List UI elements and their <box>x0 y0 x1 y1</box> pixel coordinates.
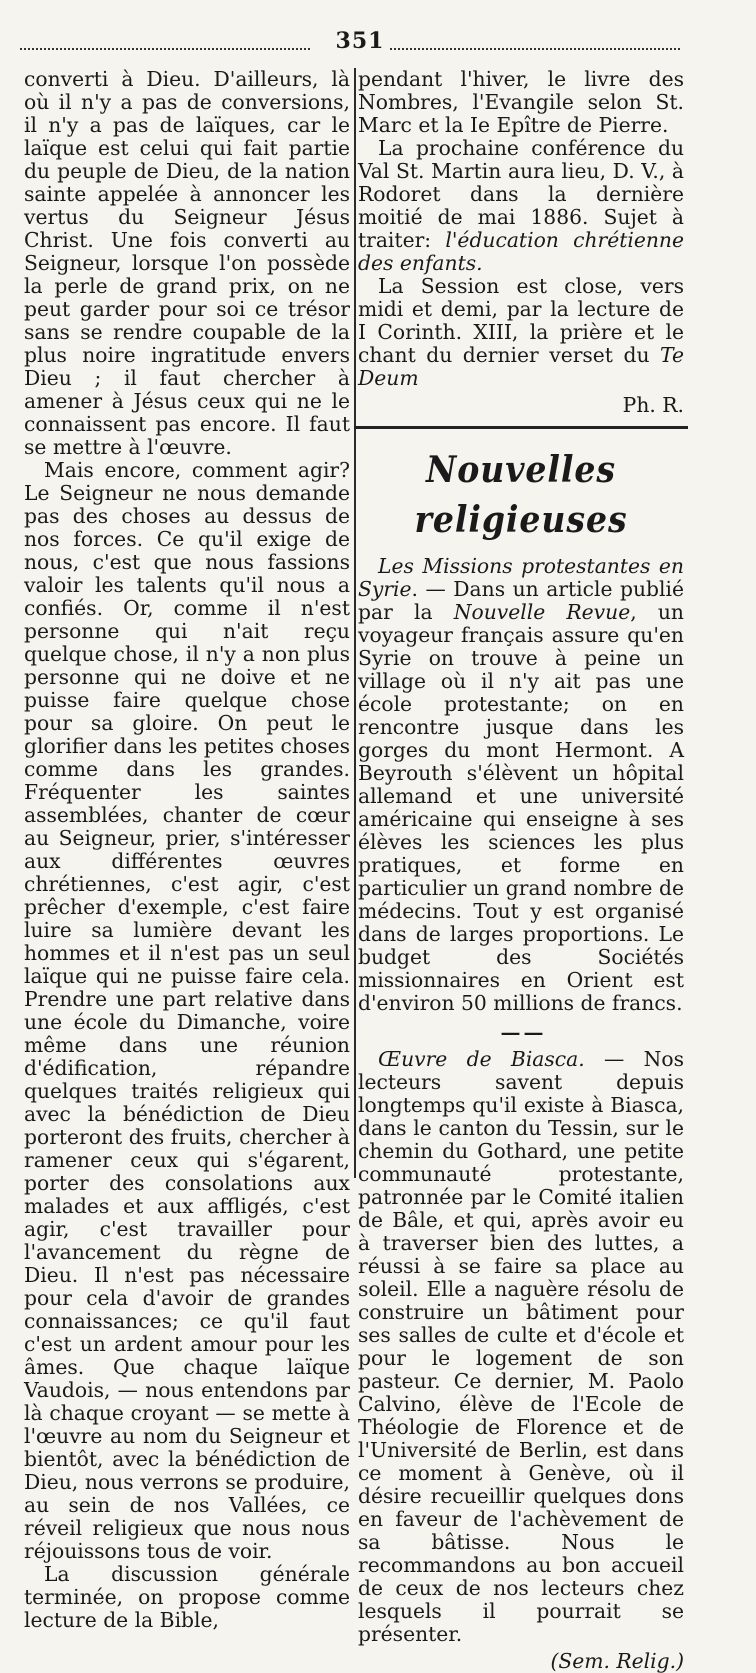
closing-text: La Session est close, vers midi et demi, par la lecture de I Corinth. XIII, la prière et le chant du dernier verset du <box>358 274 684 367</box>
article-missions-body: , un voyageur français assure qu'en Syrie on trouve à peine un village où il n'y ait pas une école protestante; on en rencontre jusque dans les gorges du mont Hermont. A Beyrouth s'élèvent un hôpital allemand et une université américaine qui enseigne à ses élèves les sciences les plus pratiques, et forme en particulier un grand nombre de médecins. Tout y est organisé dans de larges proportions. Le budget des Sociétés missionnaires en Orient est d'environ 50 millions de francs. <box>358 600 684 1015</box>
article-biasca-source: (Sem. Relig.) <box>550 1649 684 1673</box>
left-column <box>24 68 350 1632</box>
header-rule-right <box>390 48 680 50</box>
article-biasca <box>358 1048 684 1646</box>
article-missions-source: Nouvelle Revue <box>453 600 631 624</box>
left-paragraph-2: Mais encore, comment agir? Le Seigneur ne nous demande pas des choses au dessus de nos forces. Ce qu'il exige de nous, c'est que nous fassions valoir les talents qu'il nous a confiés. Or, comme il n'est personne qui n'ait reçu quelque chose, il n'y a non plus personne qui ne doive et ne puisse faire quelque chose pour sa gloire. On peut le glorifier dans les petites choses comme dans les grandes. Fréquenter les saintes assemblées, chanter de cœur au Seigneur, prier, s'intéresser aux différentes œuvres chrétiennes, c'est agir, c'est prêcher d'exemple, c'est faire luire sa lumière devant les hommes et il n'est pas un seul laïque qui ne puisse faire cela. Prendre une part relative dans une école du Dimanche, voire même dans une réunion d'édification, répandre quelques traités religieux qui avec la bénédiction de Dieu porteront des fruits, chercher à ramener ceux qui s'égarent, porter des consolations aux malades et aux affligés, c'est agir, c'est travailler pour l'avancement du règne de Dieu. Il n'est pas nécessaire pour cela d'avoir de grandes connaissances; ce qu'il faut c'est un ardent amour pour les âmes. Que chaque laïque Vaudois, — nous entendons par là chaque croyant — se mette à l'œuvre au nom du Seigneur et bientôt, avec la bénédiction de Dieu, nous verrons se produire, au sein de nos Vallées, ce réveil religieux que nous nous réjouissons tous de voir. <box>24 458 350 1563</box>
column-divider <box>354 68 356 1178</box>
article-missions-title: Les Missions protestantes en Syrie <box>358 554 684 601</box>
right-paragraph-1: pendant l'hiver, le livre des Nombres, l'Evangile selon St. Marc et la Ie Epître de Pierre. <box>358 67 684 137</box>
page-number: 351 <box>335 28 385 54</box>
article-missions <box>358 555 684 1015</box>
left-paragraph-3: La discussion générale terminée, on propose comme lecture de la Bible, <box>24 1562 350 1632</box>
article-biasca-body: — Nos lecteurs savent depuis longtemps qu'il existe à Biasca, dans le canton du Tessin, sur le chemin du Gothard, une petite communauté protestante, patronnée par le Comité italien de Bâle, et qui, après avoir eu à traverser bien des luttes, a réussi à se faire sa place au soleil. Elle a naguère résolu de construire un bâtiment pour ses salles de culte et d'école et pour le logement de son pasteur. Ce dernier, M. Paolo Calvino, élève de l'Ecole de Théologie de Florence et de l'Université de Berlin, est dans ce moment à Genève, où il désire recueillir quelques dons en faveur de l'achèvement de sa bâtisse. Nous le recommandons au bon accueil de ceux de nos lecteurs chez lesquels il pourrait se présenter. <box>358 1047 684 1646</box>
article-separator: — — <box>500 1020 542 1044</box>
conference-topic: l'éducation chrétienne des enfants. <box>358 228 684 275</box>
te-deum: Te Deum <box>358 343 684 390</box>
page-header <box>20 26 680 66</box>
signature-row <box>358 394 684 417</box>
article-missions-lead: . — Dans un article publié par la <box>358 577 684 624</box>
article-biasca-title: Œuvre de Biasca. <box>378 1047 585 1071</box>
header-rule-left <box>20 48 310 50</box>
section-title: Nouvelles religieuses <box>414 449 628 541</box>
source-row <box>358 1650 684 1673</box>
left-paragraph-1: converti à Dieu. D'ailleurs, là où il n'y a pas de conversions, il n'y a pas de laïques, car le laïque est celui qui fait partie du peuple de Dieu, de la nation sainte appelée à annoncer les vertus du Seigneur Jésus Christ. Une fois converti au Seigneur, lorsque l'on possède la perle de grand prix, on ne peut garder pour soi ce trésor sans se rendre coupable de la plus noire ingratitude envers Dieu ; il faut chercher à amener à Jésus ceux qui ne le connaissent pas encore. Il faut se mettre à l'œuvre. <box>24 67 350 459</box>
right-column <box>358 68 684 1673</box>
right-paragraph-2 <box>358 137 684 275</box>
conference-text: La prochaine conférence du Val St. Martin aura lieu, D. V., à Rodoret dans la dernière moitié de mai 1886. Sujet à traiter: <box>358 136 684 252</box>
right-paragraph-3 <box>358 275 684 390</box>
section-rule <box>354 426 688 429</box>
signature: Ph. R. <box>622 393 684 417</box>
